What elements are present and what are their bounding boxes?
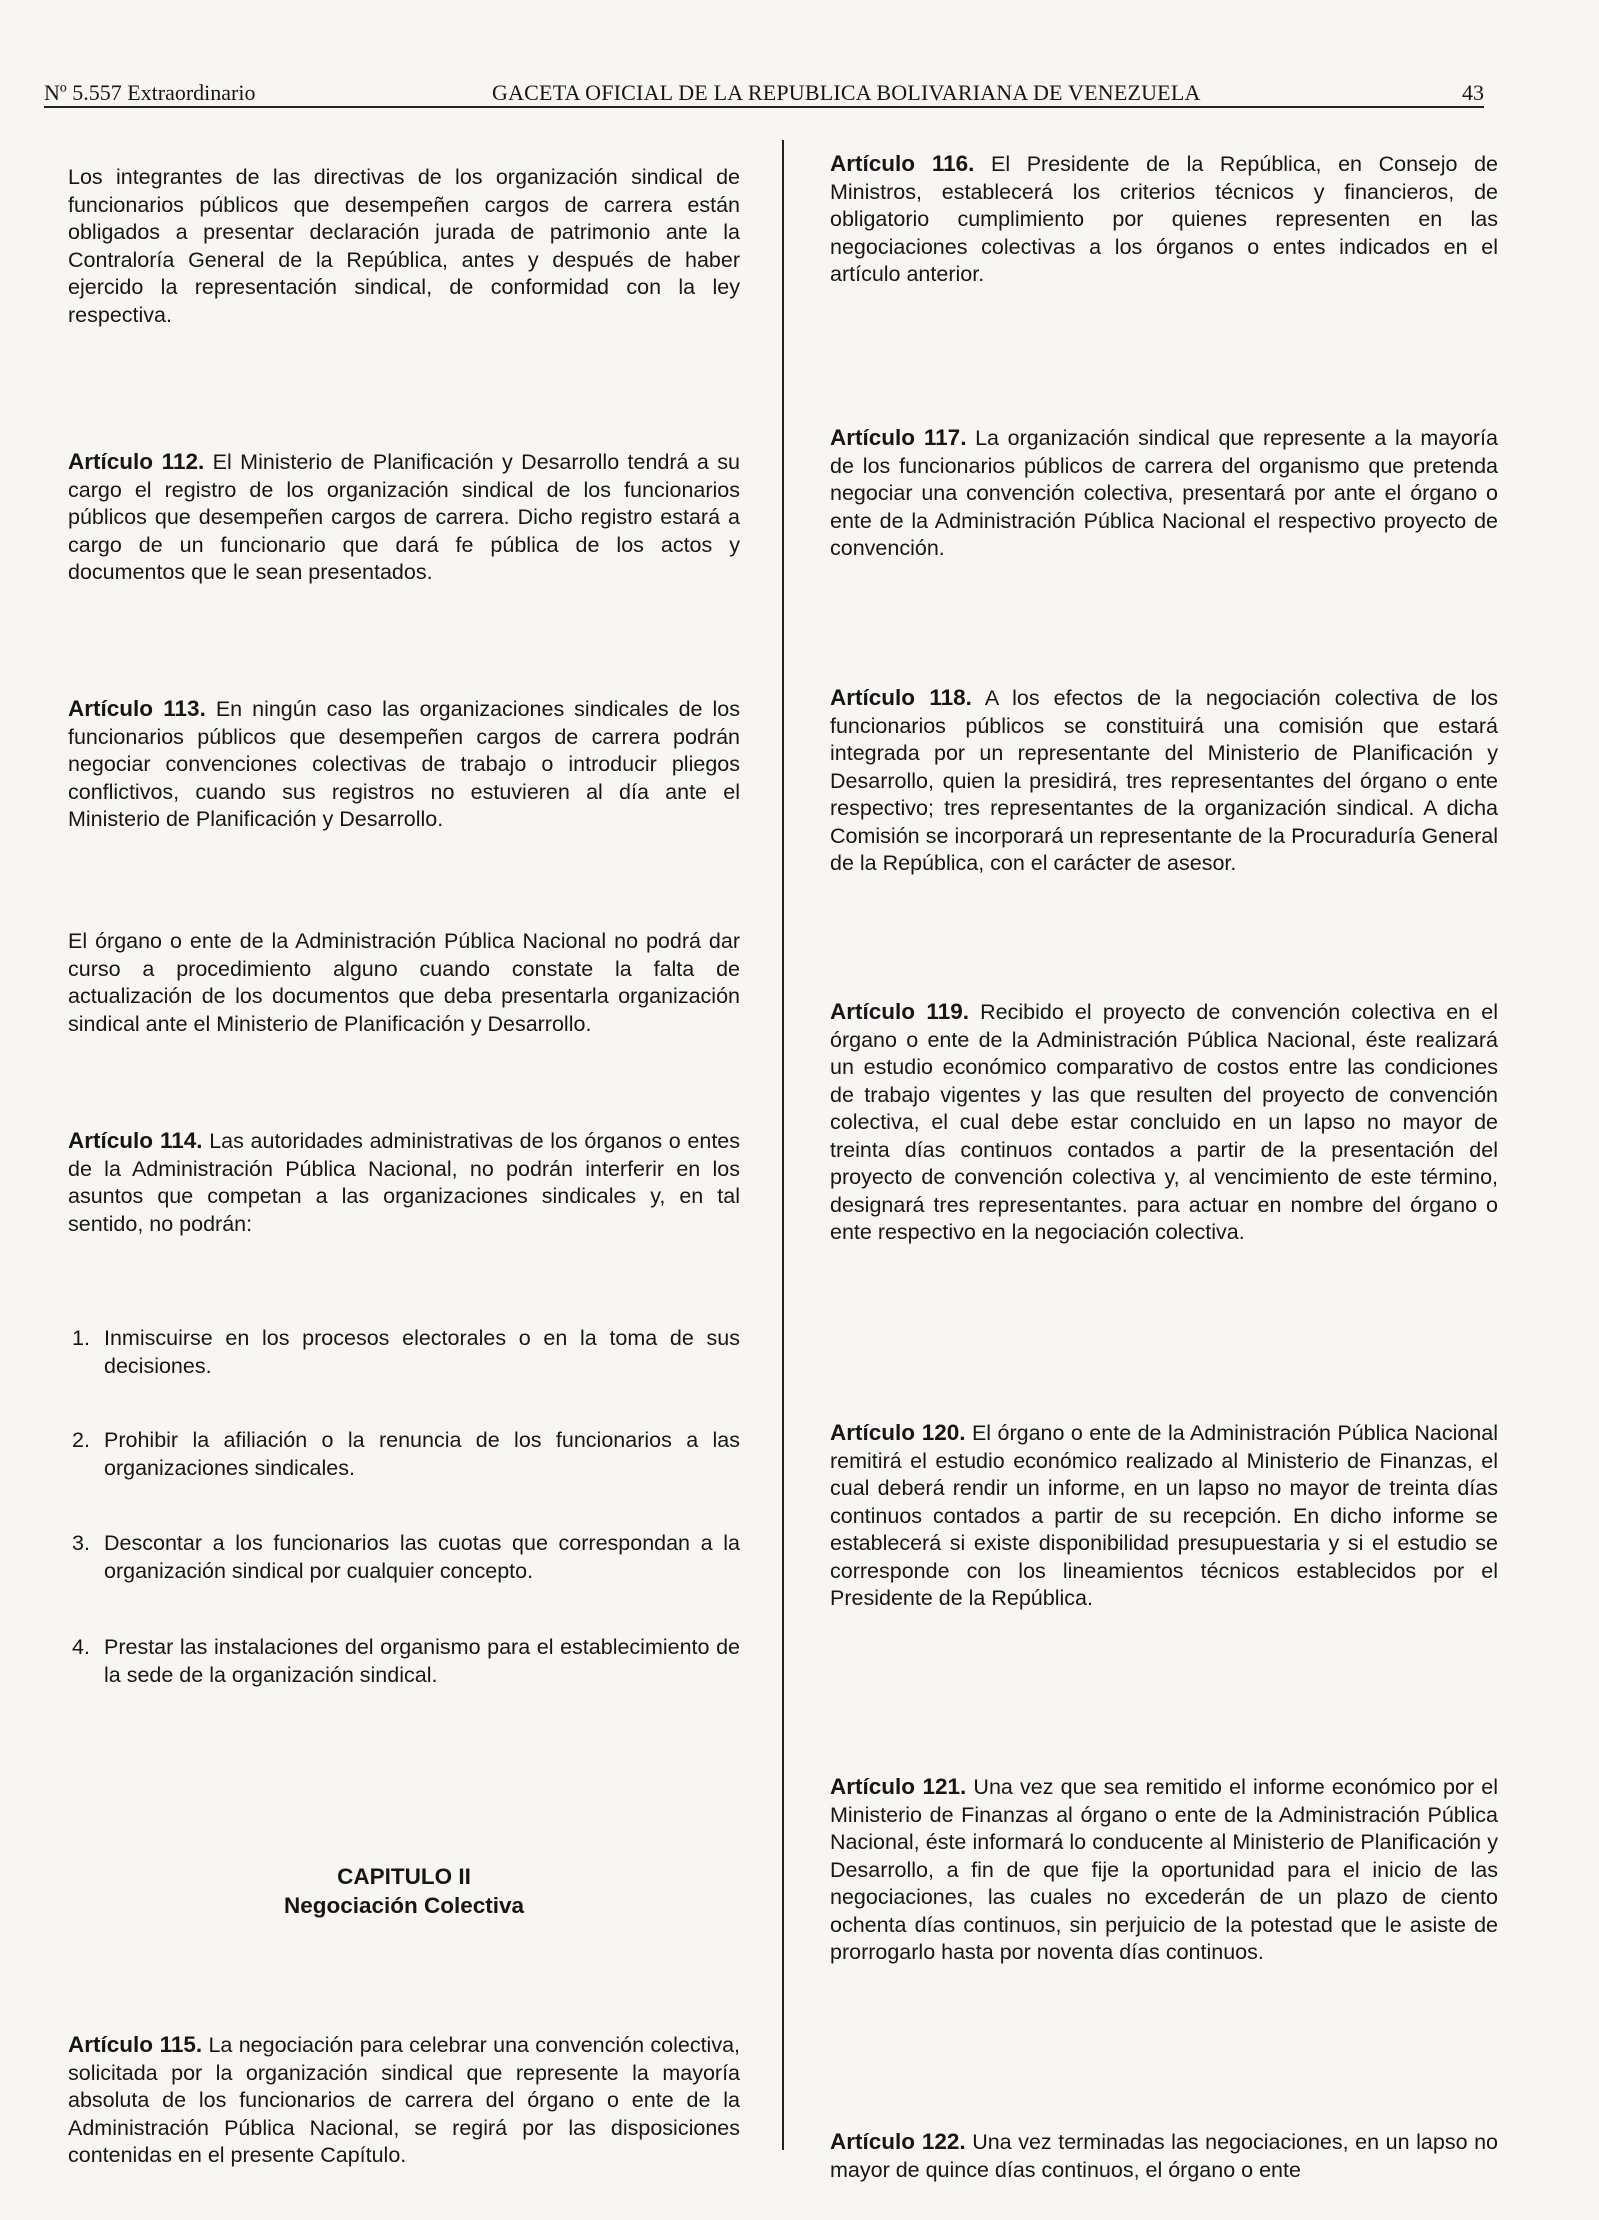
- article-118-text: A los efectos de la negociación colectiva de los funcionarios públicos se constituirá una comisión que estará integrada por un representante del Ministerio de Planificación y Desarrollo, quien la presidirá, tres representantes del órgano o ente respectivo; tres representantes de la organización sindical. A dicha Comisión se incorporará un representante de la Procuraduría General de la República, con el carácter de asesor.: [830, 686, 1499, 875]
- page-number: 43: [1462, 80, 1484, 105]
- article-121-label: Artículo 121.: [830, 1774, 967, 1799]
- article-121-text: Una vez que sea remitido el informe económico por el Ministerio de Finanzas al órgano o ente de la Administración Pública Nacional, éste informará lo conducente al Ministerio de Planificación y Desarrollo, a fin de que fije la oportunidad para el inicio de las negociaciones, las cuales no excederán de un plazo de ciento ochenta días continuos, sin perjuicio de la potestad que le asiste de prorrogarlo hasta por noventa días continuos.: [830, 1775, 1499, 1964]
- list-item-number: 1.: [72, 1326, 90, 1350]
- article-119-text: Recibido el proyecto de convención colectiva en el órgano o ente de la Administración Pública Nacional, éste realizará un estudio económico comparativo de costos entre las condiciones de trabajo vigentes y las que resulten del proyecto de convención colectiva, el cual debe estar concluido en un lapso no mayor de treinta días continuos contados a partir de la presentación del proyecto de convención colectiva y, al vencimiento de este término, designará tres representantes. para actuar en nombre del órgano o ente respectivo en la negociación colectiva.: [830, 1000, 1498, 1244]
- article-113-paragraph-2: El órgano o ente de la Administración Pública Nacional no podrá dar curso a procedimiento alguno cuando constate la falta de actualización de los documentos que deba presentarla organización sindical ante el Ministerio de Planificación y Desarrollo.: [68, 929, 740, 1036]
- article-114-label: Artículo 114.: [68, 1128, 203, 1153]
- article-115-text: La negociación para celebrar una convención colectiva, solicitada por la organización sindical que represente la mayoría absoluta de los funcionarios de carrera del órgano o ente de la Administración Pública Nacional, se regirá por las disposiciones contenidas en el presente Capítulo.: [68, 2033, 741, 2167]
- article-118: [830, 684, 1498, 878]
- article-118-label: Artículo 118.: [830, 685, 972, 710]
- list-item-text: Prestar las instalaciones del organismo para el establecimiento de la sede de la organización sindical.: [104, 1635, 740, 1687]
- article-120-text: El órgano o ente de la Administración Pública Nacional remitirá el estudio económico realizado al Ministerio de Finanzas, el cual deberá rendir un informe, en un lapso no mayor de treinta días continuos contados a partir de su recepción. En dicho informe se establecerá si existe disponibilidad presupuestaria y si el estudio se corresponde con los lineamientos técnicos establecidos por el Presidente de la República.: [830, 1421, 1498, 1610]
- article-113: [68, 695, 740, 834]
- article-112: [68, 448, 740, 587]
- list-item-text: Inmiscuirse en los procesos electorales o en la toma de sus decisiones.: [104, 1326, 740, 1378]
- article-122-text: Una vez terminadas las negociaciones, en un lapso no mayor de quince días continuos, el órgano o ente: [830, 2130, 1499, 2182]
- list-item-text: Prohibir la afiliación o la renuncia de los funcionarios a las organizaciones sindicales.: [104, 1428, 740, 1480]
- column-divider: [782, 140, 784, 2150]
- issue-number: Nº 5.557 Extraordinario: [44, 80, 256, 105]
- article-122-label: Artículo 122.: [830, 2129, 966, 2154]
- list-item-number: 2.: [72, 1428, 90, 1452]
- article-111-paragraph: Los integrantes de las directivas de los organización sindical de funcionarios públicos que desempeñen cargos de carrera están obligados a presentar declaración jurada de patrimonio ante la Contraloría General de la República, antes y después de haber ejercido la representación sindical, de conformidad con la ley respectiva.: [68, 165, 740, 327]
- article-114: [68, 1127, 740, 1238]
- article-116-label: Artículo 116.: [830, 151, 975, 176]
- article-116-text: El Presidente de la República, en Consejo de Ministros, establecerá los criterios técnicos y financieros, de obligatorio cumplimiento por quienes representen en las negociaciones colectivas a los órganos o entes indicados en el artículo anterior.: [830, 152, 1498, 286]
- article-115-label: Artículo 115.: [68, 2032, 203, 2057]
- article-119: [830, 998, 1498, 1247]
- article-113-text: En ningún caso las organizaciones sindicales de los funcionarios públicos que desempeñen cargos de carrera podrán negociar convenciones colectivas de trabajo o introducir pliegos conflictivos, cuando sus registros no estuvieren al día ante el Ministerio de Planificación y Desarrollo.: [68, 697, 740, 831]
- article-114-text: Las autoridades administrativas de los órganos o entes de la Administración Pública Nacional, no podrán interferir en los asuntos que competan a las organizaciones sindicales y, en tal sentido, no podrán:: [68, 1129, 740, 1236]
- list-item-number: 4.: [72, 1635, 90, 1659]
- list-item-text: Descontar a los funcionarios las cuotas que correspondan a la organización sindical por cualquier concepto.: [104, 1531, 740, 1583]
- chapter-number: CAPITULO II: [337, 1864, 471, 1889]
- right-column: [830, 0, 1498, 2220]
- article-121: [830, 1773, 1498, 1967]
- article-119-label: Artículo 119.: [830, 999, 969, 1024]
- article-112-label: Artículo 112.: [68, 449, 205, 474]
- gazette-title: GACETA OFICIAL DE LA REPUBLICA BOLIVARIANA DE VENEZUELA: [492, 80, 1201, 105]
- article-120: [830, 1419, 1498, 1613]
- article-120-label: Artículo 120.: [830, 1420, 966, 1445]
- list-item-number: 3.: [72, 1531, 90, 1555]
- article-122: [830, 2128, 1498, 2184]
- article-117-label: Artículo 117.: [830, 425, 967, 450]
- article-116: [830, 150, 1498, 289]
- chapter-title: Negociación Colectiva: [283, 1893, 525, 1918]
- article-112-text: El Ministerio de Planificación y Desarrollo tendrá a su cargo el registro de los organización sindical de los funcionarios públicos que desempeñen cargos de carrera. Dicho registro estará a cargo de un funcionario que dará fe pública de los actos y documentos que le sean presentados.: [68, 450, 740, 584]
- article-115: [68, 2031, 740, 2170]
- left-column: [68, 0, 740, 2220]
- article-117: [830, 424, 1498, 563]
- article-117-text: La organización sindical que represente a la mayoría de los funcionarios públicos de carrera del organismo que pretenda negociar una convención colectiva, presentará por ante el órgano o ente de la Administración Pública Nacional el respectivo proyecto de convención.: [830, 426, 1498, 560]
- article-113-label: Artículo 113.: [68, 696, 206, 721]
